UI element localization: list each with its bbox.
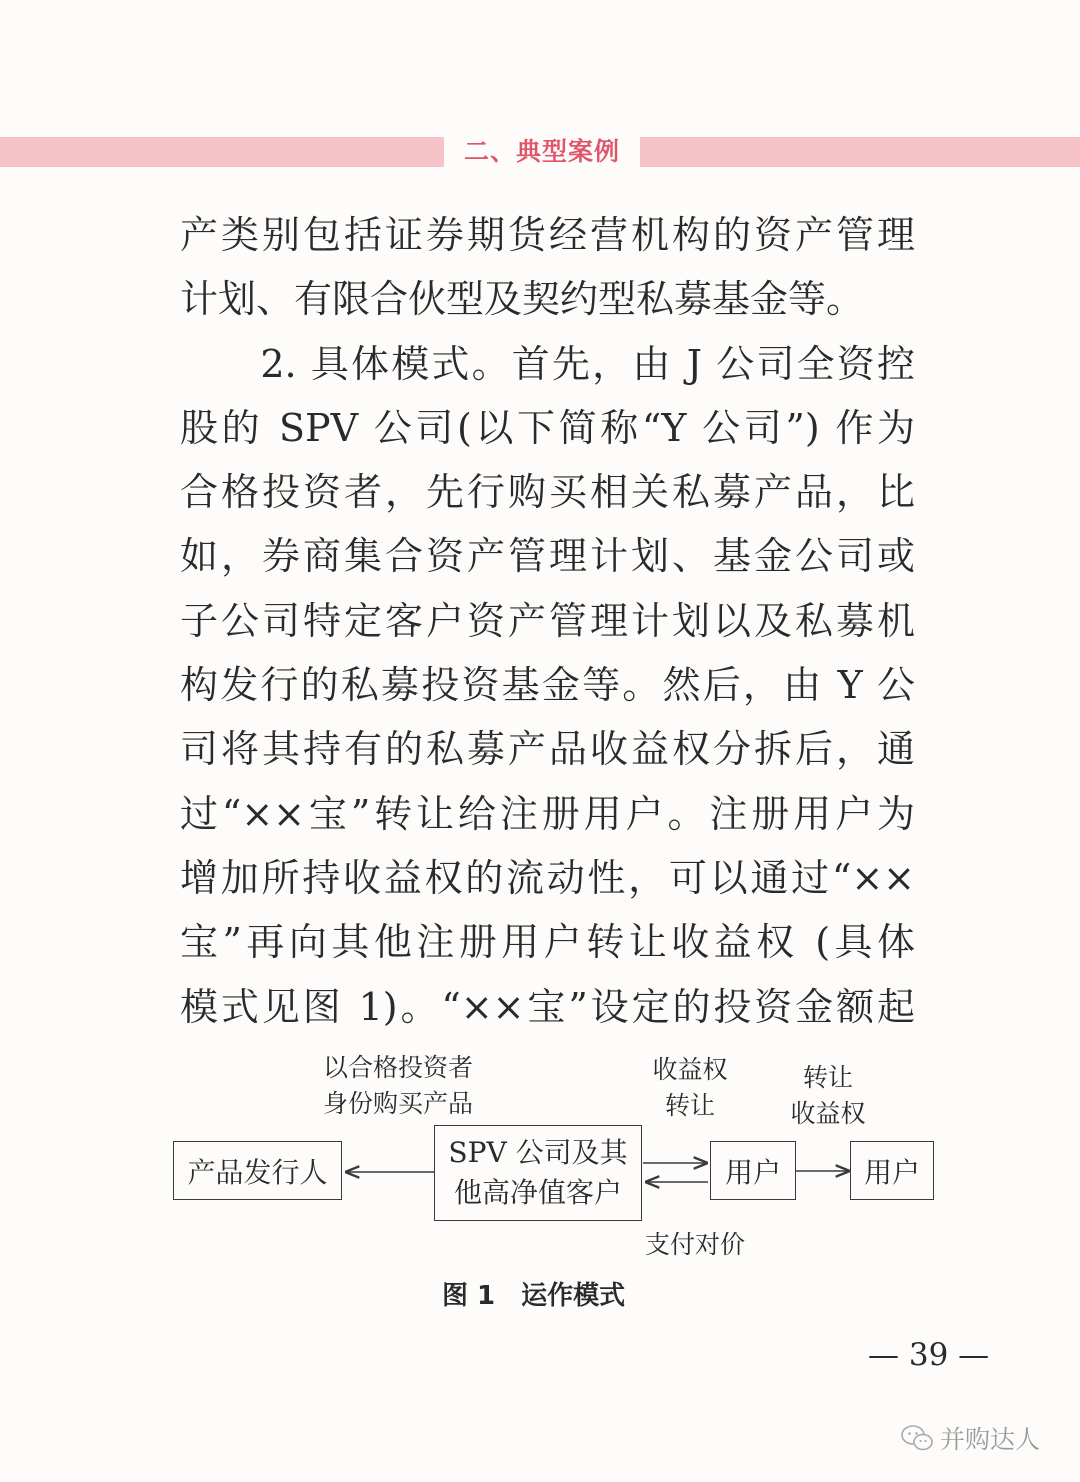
body-line: 构发行的私募投资基金等。然后，由 Y 公 (180, 663, 915, 708)
body-line: 合格投资者，先行购买相关私募产品，比 (180, 470, 915, 515)
label-right-transfer-1: 收益权 转让 (652, 1055, 728, 1120)
box-user-2: 用户 (850, 1141, 934, 1200)
body-line: 计划、有限合伙型及契约型私募基金等。 (180, 277, 865, 322)
body-line: 司将其持有的私募产品收益权分拆后，通 (180, 727, 915, 772)
wechat-icon (900, 1423, 934, 1453)
label-right-transfer-2: 转让 收益权 (790, 1063, 866, 1128)
box-spv-company: SPV 公司及其 他高净值客户 (434, 1125, 642, 1221)
page-number: — 39 — (868, 1337, 990, 1373)
label-payment: 支付对价 (644, 1230, 745, 1259)
box-product-issuer: 产品发行人 (173, 1141, 342, 1200)
figure-caption: 图 1 运作模式 (442, 1281, 626, 1311)
watermark-text: 并购达人 (940, 1425, 1041, 1454)
body-line: 增加所持收益权的流动性，可以通过“×× (180, 855, 915, 900)
box-user-1: 用户 (710, 1141, 796, 1200)
body-line: 子公司特定客户资产管理计划以及私募机 (180, 598, 915, 643)
body-line: 股的 SPV 公司(以下简称“Y 公司”) 作为 (180, 405, 915, 450)
body-line: 2. 具体模式。首先，由 J 公司全资控 (180, 341, 915, 386)
body-line: 产类别包括证券期货经营机构的资产管理 (180, 213, 915, 257)
body-text (180, 203, 915, 1039)
body-line: 宝”再向其他注册用户转让收益权 (具体 (180, 920, 915, 965)
section-title: 二、典型案例 (463, 137, 620, 166)
body-line: 模式见图 1)。“××宝”设定的投资金额起 (180, 984, 915, 1029)
header-band-right (640, 137, 1080, 167)
header-band-left (0, 137, 444, 167)
label-buy: 以合格投资者 身份购买产品 (322, 1053, 473, 1118)
body-line: 如，券商集合资产管理计划、基金公司或 (180, 534, 915, 579)
body-line: 过“××宝”转让给注册用户。注册用户为 (180, 791, 915, 836)
watermark (900, 1418, 1040, 1458)
